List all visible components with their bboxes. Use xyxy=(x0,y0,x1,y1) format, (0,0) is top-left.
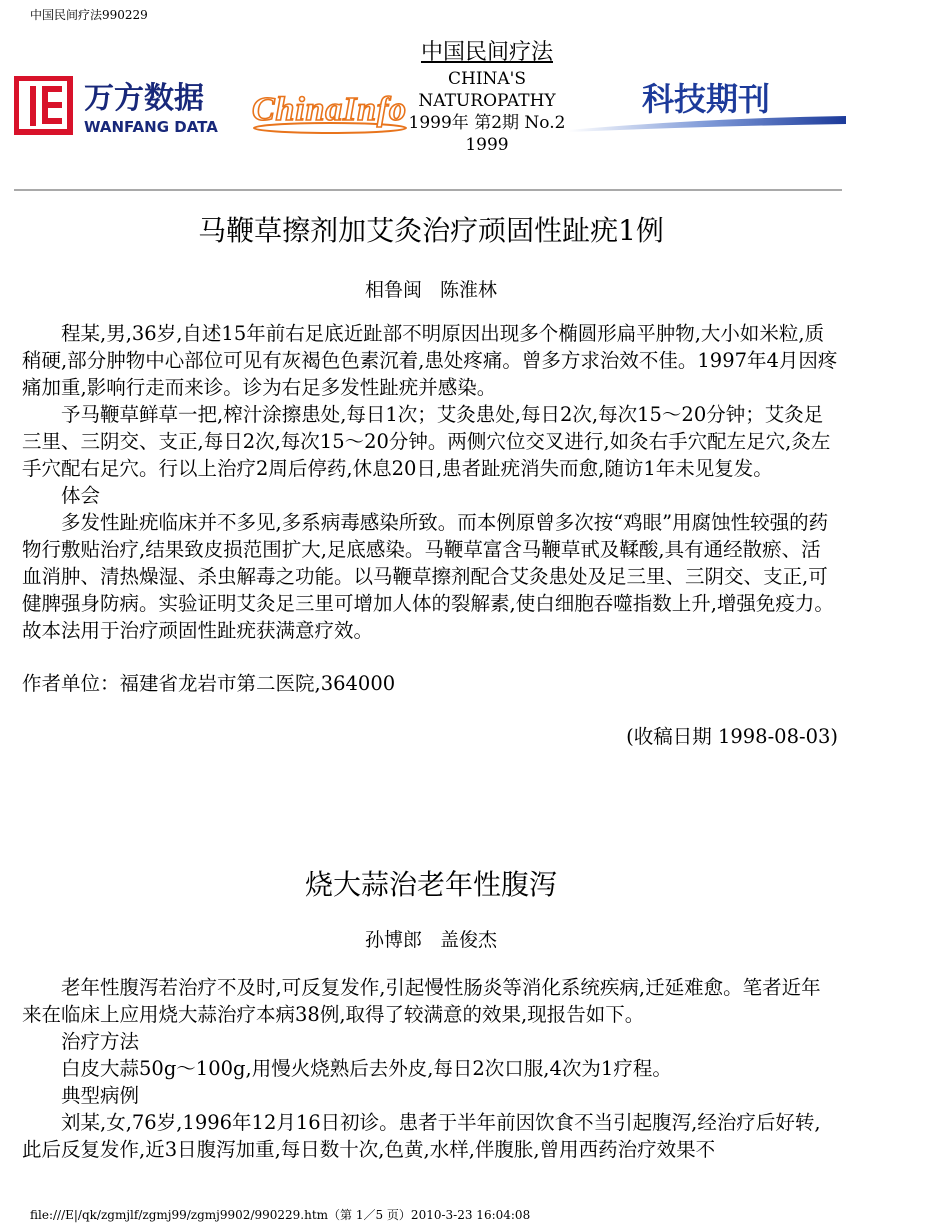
journal-year: 1999 xyxy=(465,135,509,155)
article-2-paragraph: 老年性腹泻若治疗不及时,可反复发作,引起慢性肠炎等消化系统疾病,迁延难愈。笔者近年来在临床上应用烧大蒜治疗本病38例,取得了较满意的效果,现报告如下。 xyxy=(22,976,821,1026)
keji-qikan-text: 科技期刊 xyxy=(642,80,771,118)
article-1-authors xyxy=(22,278,840,302)
keji-swoosh-icon xyxy=(568,116,846,132)
chinainfo-text: ChinaInfo xyxy=(252,91,406,128)
article-1-paragraph: 程某,男,36岁,自述15年前右足底近趾部不明原因出现多个椭圆形扁平肿物,大小如米粒,质稍硬,部分肿物中心部位可见有灰褐色色素沉着,患处疼痛。曾多方求治效不佳。1997年4月因疼痛加重,影响行走而来诊。诊为右足多发性趾疣并感染。 xyxy=(22,322,838,399)
article-2-section-heading: 典型病例 xyxy=(61,1084,140,1107)
journal-title-en-1: CHINA'S xyxy=(447,69,527,89)
article-2-author-2: 盖俊杰 xyxy=(440,929,498,951)
wanfang-cn-text: 万方数据 xyxy=(84,81,204,116)
wanfang-data-logo[interactable] xyxy=(14,76,246,136)
keji-qikan-logo[interactable] xyxy=(568,72,848,136)
article-1-paragraph: 多发性趾疣临床并不多见,多系病毒感染所致。而本例原曾多次按“鸡眼”用腐蚀性较强的药物行敷贴治疗,结果致皮损范围扩大,足底感染。马鞭草富含马鞭草甙及鞣酸,具有通经散瘀、活血消肿、清热燥湿、杀虫解毒之功能。以马鞭草擦剂配合艾灸患处及足三里、三阴交、支正,可健脾强身防病。实验证明艾灸足三里可增加人体的裂解素,使白细胞吞噬指数上升,增强免疫力。故本法用于治疗顽固性趾疣获满意疗效。 xyxy=(22,511,834,642)
article-2-paragraph: 刘某,女,76岁,1996年12月16日初诊。患者于半年前因饮食不当引起腹泻,经治疗后好转,此后反复发作,近3日腹泻加重,每日数十次,色黄,水样,伴腹胀,曾用西药治疗效果不 xyxy=(22,1111,821,1161)
article-1-received-date: (收稿日期 1998-08-03) xyxy=(626,725,838,748)
journal-title-cn[interactable]: 中国民间疗法 xyxy=(420,40,553,65)
article-1-title: 马鞭草擦剂加艾灸治疗顽固性趾疣1例 xyxy=(198,214,664,247)
print-footer: file:///E|/qk/zgmjlf/zgmj99/zgmj9902/990229.htm（第 1／5 页）2010-3-23 16:04:08 xyxy=(30,1208,531,1222)
article-2-section-heading: 治疗方法 xyxy=(61,1030,140,1053)
journal-issue: 1999年 第2期 No.2 xyxy=(408,113,566,133)
article-2 xyxy=(22,868,840,1163)
article-1-section-heading: 体会 xyxy=(61,484,101,507)
article-2-body xyxy=(22,974,840,1163)
wanfang-en-text: WANFANG DATA xyxy=(84,118,218,136)
journal-title-en-2: NATUROPATHY xyxy=(418,91,556,111)
journal-masthead xyxy=(392,38,582,156)
article-2-authors xyxy=(22,928,840,952)
article-1-author-2: 陈淮林 xyxy=(440,279,498,301)
article-1-paragraph: 予马鞭草鲜草一把,榨汁涂擦患处,每日1次；艾灸患处,每日2次,每次15～20分钟；艾灸足三里、三阴交、支正,每日2次,每次15～20分钟。两侧穴位交叉进行,如灸右手穴配左足穴,灸左手穴配右足穴。行以上治疗2周后停药,休息20日,患者趾疣消失而愈,随访1年未见复发。 xyxy=(22,403,831,480)
article-2-paragraph: 白皮大蒜50g～100g,用慢火烧熟后去外皮,每日2次口服,4次为1疗程。 xyxy=(61,1057,672,1080)
article-1-author-1: 相鲁闽 xyxy=(364,279,422,301)
article-2-author-1: 孙博郎 xyxy=(364,929,422,951)
article-2-title: 烧大蒜治老年性腹泻 xyxy=(304,868,557,901)
header-divider xyxy=(14,189,842,191)
article-1-affiliation: 作者单位：福建省龙岩市第二医院,364000 xyxy=(22,672,396,695)
chinainfo-logo[interactable] xyxy=(250,82,410,136)
wanfang-emblem-icon xyxy=(16,78,70,132)
article-1-body xyxy=(22,320,840,644)
print-header: 中国民间疗法990229 xyxy=(30,8,148,22)
article-1 xyxy=(22,214,840,750)
